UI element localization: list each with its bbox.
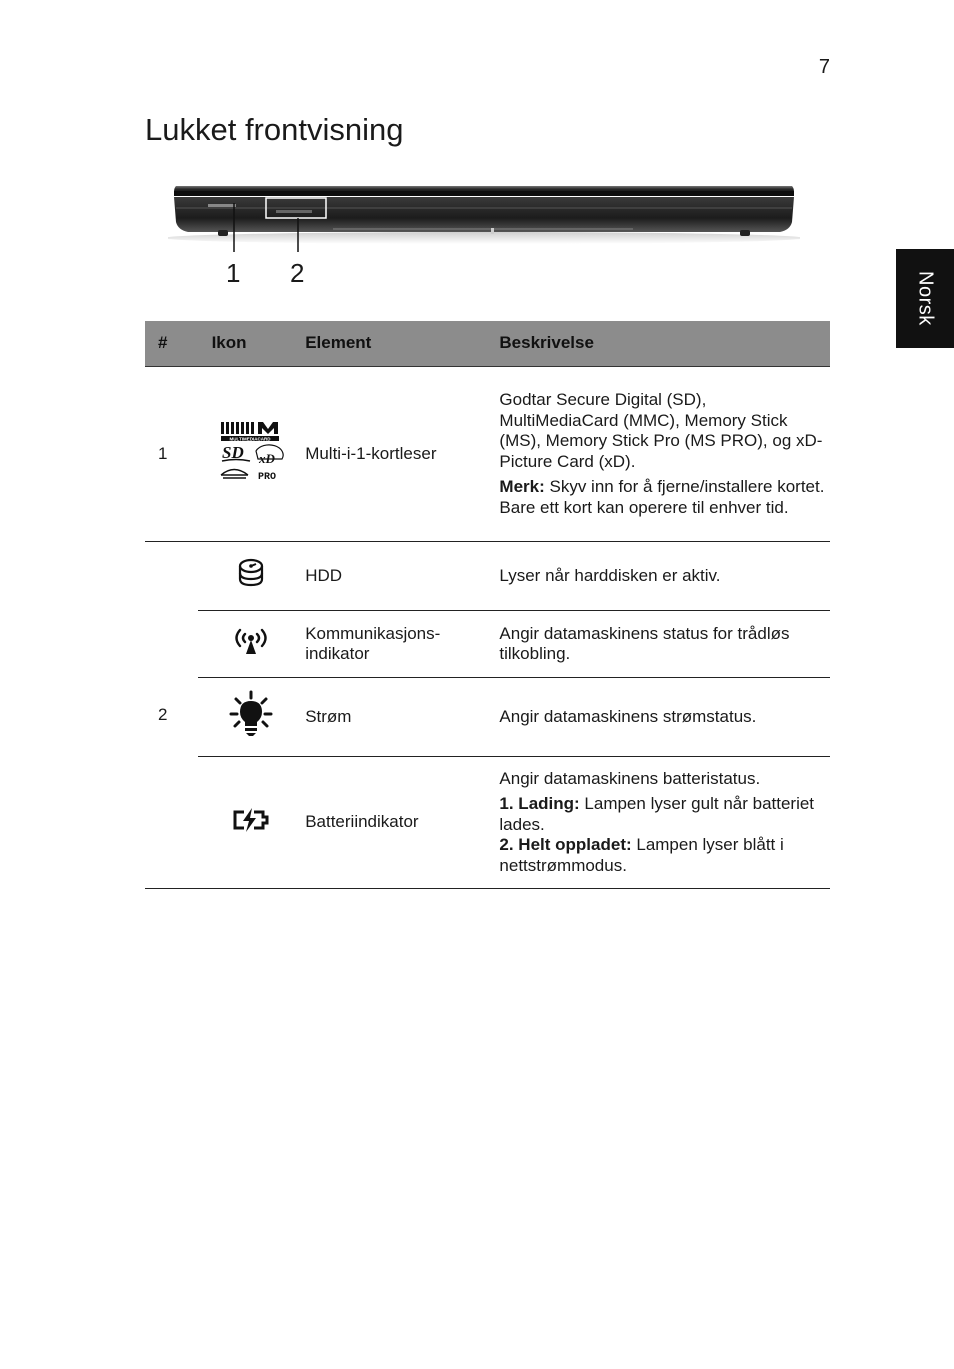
description-text: Godtar Secure Digital (SD), MultiMediaCard (MMC), Memory Stick (MS), Memory Stick Pro (MS PRO), og xD-Picture Card (xD). xyxy=(499,390,823,471)
element-name xyxy=(305,611,499,678)
xd-logo-text: xD xyxy=(259,451,276,467)
header-element: Element xyxy=(305,321,499,367)
note-text: Skyv inn for å fjerne/installere kortet. Bare ett kort kan operere til enhver tid. xyxy=(499,477,825,517)
description-text: Angir datamaskinens batteristatus. xyxy=(499,768,761,788)
table-row xyxy=(145,542,830,611)
power-icon-cell xyxy=(198,678,306,757)
element-name: Multi-i-1-kortleser xyxy=(305,367,499,542)
callout-2: 2 xyxy=(290,258,305,288)
table-row xyxy=(145,757,830,889)
header-description: Beskrivelse xyxy=(499,321,830,367)
element-name: HDD xyxy=(305,542,499,611)
wireless-icon xyxy=(231,625,271,663)
row-number: 2 xyxy=(145,542,198,889)
wireless-icon-cell xyxy=(198,611,306,678)
language-tab xyxy=(896,249,954,348)
card-reader-logos-icon xyxy=(218,418,284,490)
row-number: 1 xyxy=(145,367,198,542)
description: Angir datamaskinens strømstatus. xyxy=(499,678,830,757)
description: Angir datamaskinens status for trådløs tilkobling. xyxy=(499,611,830,678)
table-row xyxy=(145,367,830,542)
battery-item-2-text: Lampen lyser blått i nettstrømmodus. xyxy=(499,835,784,875)
card-reader-icon-cell xyxy=(198,367,306,542)
table-row xyxy=(145,678,830,757)
sd-logo-text: SD xyxy=(222,443,245,463)
description: Lyser når harddisken er aktiv. xyxy=(499,542,830,611)
element-name-line-1: Kommunikasjons- xyxy=(305,623,441,643)
hdd-icon-cell xyxy=(198,542,306,611)
note-paragraph xyxy=(499,477,830,518)
element-name-line-2: indikator xyxy=(305,644,370,663)
battery-icon-cell xyxy=(198,757,306,889)
battery-item-2-label: 2. Helt oppladet: xyxy=(499,835,632,855)
callout-1: 1 xyxy=(226,258,241,288)
pro-logo-text: PRO xyxy=(258,472,277,484)
page-number: 7 xyxy=(818,56,830,78)
battery-item-1-text: Lampen lyser gult når batteriet lades. xyxy=(499,794,815,834)
element-name: Batteriindikator xyxy=(305,757,499,889)
feature-table xyxy=(145,321,830,889)
laptop-front-drawing xyxy=(168,178,800,298)
header-num: # xyxy=(145,321,198,367)
description xyxy=(499,757,830,889)
battery-item-2 xyxy=(499,835,830,876)
page-title: Lukket frontvisning xyxy=(145,112,404,147)
battery-item-1-label: 1. Lading: xyxy=(499,794,580,814)
table-header-row xyxy=(145,321,830,367)
header-icon: Ikon xyxy=(198,321,306,367)
note-label: Merk: xyxy=(499,477,545,496)
table-row xyxy=(145,611,830,678)
element-name: Strøm xyxy=(305,678,499,757)
battery-item-1 xyxy=(499,794,830,835)
description xyxy=(499,367,830,542)
language-tab-label: Norsk xyxy=(914,271,937,326)
laptop-front-illustration xyxy=(168,178,800,298)
mmc-logo-text: MULTIMEDIACARD xyxy=(229,436,271,442)
battery-icon xyxy=(231,807,271,839)
power-bulb-icon xyxy=(229,690,273,744)
hdd-icon xyxy=(236,557,266,595)
